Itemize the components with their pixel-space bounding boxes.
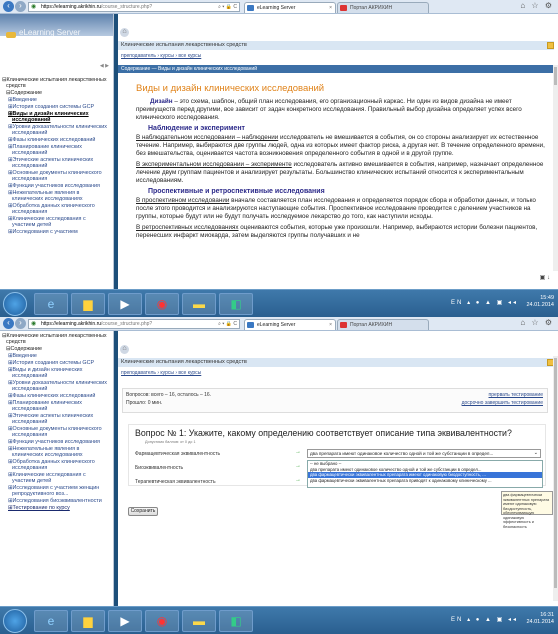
sidebar-item[interactable]: ⊞Введение (8, 353, 37, 359)
explorer-taskbar-icon[interactable]: ▆ (71, 610, 105, 632)
browser-toolbar (0, 317, 558, 331)
ie-taskbar-icon[interactable]: e (34, 610, 68, 632)
paragraph-prospective (136, 197, 546, 221)
question-title: Вопрос № 1: Укажите, какому определению соответствует описание типа эквивалентности? (135, 428, 512, 438)
lesson-content (136, 85, 546, 243)
tab-label: eLearning Server (257, 322, 296, 328)
paragraph-text: исследователь активно вмешивается в события, например, назначает определенное лечение двум группам пациентов и анализирует результаты. Большинство клинических испытаний относится к экспериментальным исследованиям. (136, 161, 544, 184)
sidebar-item[interactable]: ⊞Уровни доказательности клинических исследований (8, 124, 107, 136)
vertical-scrollbar[interactable] (553, 65, 558, 275)
language-indicator[interactable]: EN (451, 300, 464, 306)
paragraph-retrospective (136, 224, 546, 240)
underlined-term: В наблюдательном исследовании – наблюдении (136, 134, 279, 141)
language-indicator[interactable]: EN (451, 617, 464, 623)
page-icon: ◉ (31, 4, 37, 10)
chrome-taskbar-icon[interactable]: ◉ (145, 293, 179, 315)
sidebar-item[interactable]: ⊞История создания системы GCP (8, 104, 95, 110)
tray-icons[interactable] (451, 616, 518, 623)
content-path-bar: Содержание — Виды и дизайн клинических исследований (118, 65, 554, 73)
course-sidebar (0, 331, 114, 606)
sidebar-item[interactable]: ⊞Функции участников исследования (8, 439, 100, 445)
app-taskbar-icon[interactable]: ◧ (219, 293, 253, 315)
screenshot-test (0, 317, 558, 634)
course-tree (2, 77, 110, 236)
address-controls[interactable]: ⌕ ▾ 🔒 C (218, 321, 237, 327)
sidebar-item[interactable]: ⊞Клинические исследования с участием детей (8, 216, 86, 228)
sidebar-item[interactable]: ⊞Введение (8, 97, 37, 103)
app-taskbar-icon[interactable]: ◧ (219, 610, 253, 632)
start-button[interactable] (3, 292, 27, 316)
back-button[interactable]: ‹ (3, 318, 14, 329)
sidebar-item[interactable]: ⊞Фазы клинических исследований (8, 137, 96, 143)
home-icon[interactable]: ⌂ (120, 28, 129, 37)
tab-label: Портал АКРИХИН (350, 5, 393, 11)
sidebar-item[interactable]: ⊞Исследования биоэквивалентности (8, 498, 102, 504)
explorer-taskbar-icon[interactable]: ▆ (71, 293, 105, 315)
paragraph-experiment (136, 161, 546, 185)
sidebar-item[interactable]: ⊞Этические аспекты клинических исследований (8, 157, 94, 169)
browser-icons[interactable]: ⌂ ☆ ⚙ (520, 318, 554, 327)
sidebar-item[interactable]: ⊞Обработка данных клинического исследования (8, 459, 95, 471)
notes-icon[interactable] (547, 42, 554, 49)
arrow-icon: → (295, 477, 301, 483)
main-area (118, 14, 558, 289)
question-block (128, 424, 546, 486)
row-label-pharma: Фармацевтическая эквивалентность (135, 451, 221, 457)
breadcrumb[interactable]: преподаватель › курсы › все курсы (121, 370, 202, 376)
tab-elearning[interactable] (244, 319, 336, 330)
tab-label: eLearning Server (257, 5, 296, 11)
sidebar-item[interactable]: ⊞Обработка данных клинического исследования (8, 203, 95, 215)
tray-icons[interactable] (451, 299, 518, 306)
paragraph-design (136, 98, 546, 122)
browser-toolbar (0, 0, 558, 14)
sidebar-item[interactable]: ⊟Содержание (6, 90, 43, 96)
option-tooltip: два фармацевтически эквивалентных препарата имеют одинаковую биодоступность, обеспечивающую одинаковую эффективность и безопасность (501, 491, 553, 515)
sidebar-item[interactable]: ⊞Планирование клинических исследований (8, 144, 82, 156)
sidebar-item[interactable]: ⊞Функции участников исследования (8, 183, 100, 189)
url-path: /course_structure.php? (101, 321, 153, 327)
select-bio-dropdown[interactable] (307, 460, 543, 488)
course-tree (2, 333, 110, 512)
sidebar-item[interactable]: ⊞Исследования с участием (8, 229, 78, 235)
sidebar-item[interactable]: ⊞Основные документы клинического исследования (8, 170, 102, 182)
clock-time: 16:31 (540, 612, 554, 618)
paragraph-text: оцениваются события, которые уже произошли. Например, выбираются истории болезни пациентов, перенесших инфаркт миокарда, затем выделяются группы получавших и не (136, 224, 538, 239)
sidebar-item[interactable]: ⊞Исследования с участием женщин репродуктивного воз... (8, 485, 100, 497)
finish-test-link[interactable]: досрочно завершить тестирование (461, 400, 543, 406)
clock-time: 15:49 (540, 295, 554, 301)
tab-elearning[interactable] (244, 2, 336, 13)
chevron-down-icon: ⌄ (533, 450, 538, 456)
status-bar (118, 271, 558, 289)
time-passed: Прошло: 0 мин. (126, 400, 163, 406)
sidebar-item[interactable]: ⊞Этические аспекты клинических исследований (8, 413, 94, 425)
media-taskbar-icon[interactable]: ▶ (108, 610, 142, 632)
row-label-bio: Биоэквивалентность (135, 465, 184, 471)
back-button[interactable]: ‹ (3, 1, 14, 12)
address-bar[interactable] (28, 319, 240, 329)
sidebar-item[interactable]: ⊞Планирование клинических исследований (8, 400, 82, 412)
dropdown-option[interactable]: два фармацевтически эквивалентных препарата имеют одинаковую биодоступность, ... (308, 472, 542, 478)
sidebar-header (0, 14, 113, 36)
forward-button[interactable]: › (15, 318, 26, 329)
paragraph-text: вначале составляется план исследования и определяется порядок сбора и обработки данных, и только после этого проводится и анализируются наступающие события. Проспективное исследование проводится с делением участников на группы, которые будут или не будут получать исследуемое лекарство до того, как наступили исходы. (136, 197, 536, 220)
paragraph-text: – это схема, шаблон, общий план исследования, его организационный каркас. Ни один из видов дизайна не имеет преимуществ перед другими, все зависит от задач конкретного исследования. Правильный выбор дизайна определяет успех всего клинического исследования. (136, 98, 522, 121)
test-info-panel (122, 388, 548, 413)
pause-test-link[interactable]: прервать тестирование (488, 392, 543, 398)
clock[interactable] (526, 612, 554, 626)
question-hint: Допустимо баллов: от 0 до 1 (145, 440, 196, 444)
clock-date: 24.01.2014 (526, 302, 554, 308)
tab-portal[interactable] (337, 319, 429, 330)
subheading-prospective: Проспективные и ретроспективные исследования (148, 188, 325, 195)
select-value: два препарата имеют одинаковое количество одной и той же субстанции в определ... (310, 451, 494, 456)
start-button[interactable] (3, 609, 27, 633)
underlined-term: В ретроспективных исследованиях (136, 224, 239, 231)
sidebar-item[interactable]: ⊞Уровни доказательности клинических исследований (8, 380, 107, 392)
forward-button[interactable]: › (15, 1, 26, 12)
sidebar-item[interactable]: ⊟Содержание (6, 346, 43, 352)
sidebar-item[interactable]: ⊞Фазы клинических исследований (8, 393, 96, 399)
term-design: Дизайн (150, 98, 173, 105)
url-host: https://elearning.akrikhin.ru (41, 4, 102, 10)
taskbar (0, 289, 558, 317)
tab-favicon (340, 322, 347, 328)
dropdown-option[interactable]: -- не выбрано -- (310, 461, 342, 466)
collapse-toggle[interactable]: ◀ ▶ (99, 63, 109, 69)
dropdown-option[interactable]: два препарата имеют одинаковое количество одной и той же субстанции в определ... (310, 466, 482, 472)
tab-label: Портал АКРИХИН (350, 322, 393, 328)
arrow-icon: → (295, 449, 301, 455)
sidebar-item[interactable]: ⊞Основные документы клинического исследования (8, 426, 102, 438)
chrome-taskbar-icon[interactable]: ◉ (145, 610, 179, 632)
browser-icons[interactable]: ⌂ ☆ ⚙ (520, 1, 554, 10)
page-icon: ◉ (31, 321, 37, 327)
arrow-icon: → (295, 463, 301, 469)
taskbar (0, 606, 558, 634)
url-path: /course_structure.php? (101, 4, 153, 10)
folder-taskbar-icon[interactable]: ▬ (182, 610, 216, 632)
sidebar-item[interactable]: ⊟Клинические испытания лекарственных средств (2, 77, 107, 89)
sidebar-item[interactable]: ⊞Тестирование по курсу (8, 505, 70, 511)
ie-taskbar-icon[interactable]: e (34, 293, 68, 315)
paragraph-observation (136, 134, 546, 158)
sidebar-item[interactable]: ⊞Клинические исследования с участием детей (8, 472, 86, 484)
course-title: Клинические испытания лекарственных средств (118, 358, 554, 367)
sidebar-item[interactable]: ⊞Виды и дизайн клинических исследований (8, 111, 89, 123)
folder-taskbar-icon[interactable]: ▬ (182, 293, 216, 315)
sidebar-item[interactable]: ⊞История создания системы GCP (8, 360, 95, 366)
tray-icon-group[interactable]: ▴ ● ▲ ▣ ◂◂ (467, 300, 518, 306)
tab-favicon (247, 322, 254, 328)
sidebar-item[interactable]: ⊞Виды и дизайн клинических исследований (8, 367, 83, 379)
vertical-scrollbar[interactable] (553, 356, 558, 601)
url-host: https://elearning.akrikhin.ru (41, 321, 102, 327)
underlined-term: В экспериментальном исследовании – эксперименте (136, 161, 292, 168)
underlined-term: В проспективном исследовании (136, 197, 230, 204)
subheading-observation: Наблюдение и эксперимент (148, 125, 245, 132)
paragraph-text: исследователь не вмешивается в события, он со стороны анализирует их естественное течение. Например, выбираются две группы людей, одна из которых имеет фактор риска, а другая нет. В течение определенного времени, без вмешательства, оценивается частота возникновения определенного события в одной и в другой группе. (136, 134, 545, 157)
close-tab-icon[interactable]: × (329, 322, 332, 328)
sidebar-item[interactable]: ⊟Клинические испытания лекарственных средств (2, 333, 107, 345)
media-taskbar-icon[interactable]: ▶ (108, 293, 142, 315)
logo-icon (6, 32, 16, 38)
tray-icon-group[interactable]: ▴ ● ▲ ▣ ◂◂ (467, 617, 518, 623)
tab-favicon (247, 5, 254, 11)
logo-text: eLearning Server (19, 28, 81, 37)
select-pharma[interactable] (307, 449, 541, 458)
course-sidebar (0, 14, 114, 289)
row-label-therapeutic: Терапевтическая эквивалентность (135, 479, 216, 485)
sidebar-item[interactable]: ⊞Нежелательные явления в клинических исследованиях (8, 446, 83, 458)
tab-portal[interactable] (337, 2, 429, 13)
sidebar-item[interactable]: ⊞Нежелательные явления в клинических исследованиях (8, 190, 83, 202)
course-title: Клинические испытания лекарственных средств (118, 41, 554, 50)
questions-counter: Вопросов: всего – 16, осталось – 16. (126, 392, 212, 398)
address-bar[interactable] (28, 2, 240, 12)
scroll-thumb[interactable] (554, 358, 557, 588)
save-button[interactable]: Сохранить (128, 507, 158, 516)
clock-date: 24.01.2014 (526, 619, 554, 625)
address-controls[interactable]: ⌕ ▾ 🔒 C (218, 4, 237, 10)
home-icon[interactable]: ⌂ (120, 345, 129, 354)
close-tab-icon[interactable]: × (329, 5, 332, 11)
lesson-title: Виды и дизайн клинических исследований (136, 83, 325, 94)
dropdown-option[interactable]: два фармацевтически эквивалентных препарата приводят к одинаковому клиническому ... (310, 477, 492, 483)
breadcrumb[interactable]: преподаватель › курсы › все курсы (121, 53, 202, 59)
main-area (118, 331, 558, 606)
scroll-thumb[interactable] (554, 67, 557, 85)
status-icons[interactable]: ▣ ↓ (539, 275, 550, 281)
tab-favicon (340, 5, 347, 11)
clock[interactable] (526, 295, 554, 309)
